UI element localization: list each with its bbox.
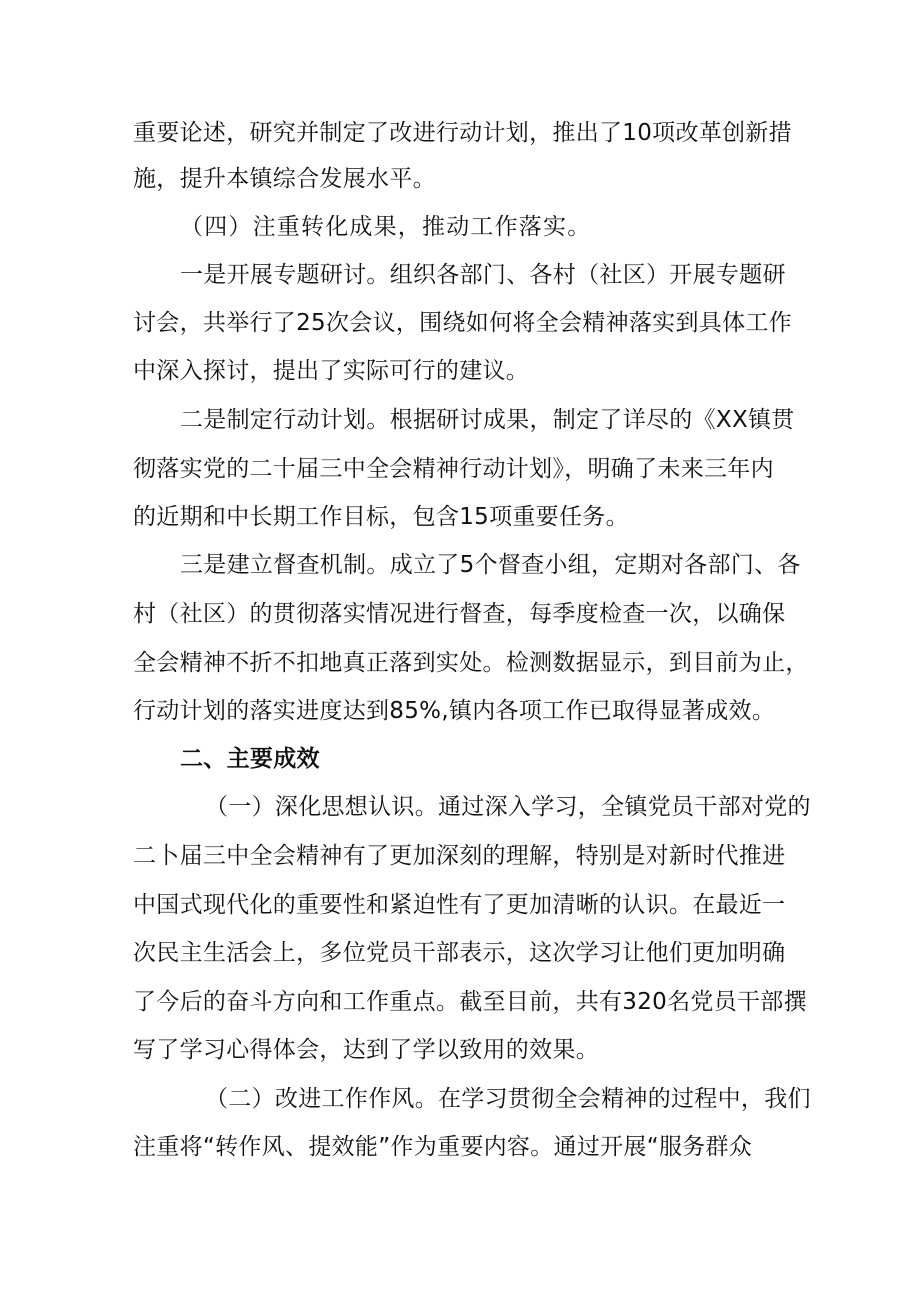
text-line: 全会精神不折不扣地真正落到实处。检测数据显示，到目前为止， <box>133 650 809 676</box>
text-line: 村（社区）的贯彻落实情况进行督查，每季度检查一次，以确保 <box>133 601 786 627</box>
text-line: 注重将“转作风、提效能”作为重要内容。通过开展“服务群众 <box>133 1134 753 1160</box>
text-line: 中国式现代化的重要性和紧迫性有了更加清晰的认识。在最近一 <box>133 892 786 918</box>
text-line: 讨会，共举行了25次会议，围绕如何将全会精神落实到具体工作 <box>133 310 792 336</box>
text-line: 一是开展专题研讨。组织各部门、各村（社区）开展专题研 <box>180 262 786 288</box>
text-line: 彻落实党的二十届三中全会精神行动计划》，明确了未来三年内 <box>133 456 774 482</box>
text-line: 施，提升本镇综合发展水平。 <box>133 166 436 192</box>
text-line: 了今后的奋斗方向和工作重点。截至目前，共有320名党员干部撰 <box>133 989 807 1015</box>
text-line: 中深入探讨，提出了实际可行的建议。 <box>133 358 530 384</box>
text-line: 写了学习心得体会，达到了学以致用的效果。 <box>133 1037 599 1063</box>
text-line: 重要论述，研究并制定了改进行动计划，推出了10项改革创新措 <box>133 120 792 146</box>
text-line: 二是制定行动计划。根据研讨成果，制定了详尽的《XX镇贯 <box>180 407 795 433</box>
text-line: 次民主生活会上，多位党员干部表示，这次学习让他们更加明确 <box>133 940 786 966</box>
text-line: 行动计划的落实进度达到85%,镇内各项工作已取得显著成效。 <box>133 698 776 724</box>
text-line: 三是建立督查机制。成立了5个督查小组，定期对各部门、各 <box>180 552 801 578</box>
text-line: （二）改进工作作风。在学习贯彻全会精神的过程中，我们 <box>205 1086 811 1112</box>
text-line: 二卜届三中全会精神有了更加深刻的理解，特别是对新时代推进 <box>133 843 786 869</box>
text-line: （一）深化思想认识。通过深入学习，全镇党员干部对党的 <box>205 794 811 820</box>
section-subheading: （四）注重转化成果，推动工作落实。 <box>180 214 592 240</box>
section-heading: 二、主要成效 <box>180 746 320 772</box>
text-line: 的近期和中长期工作目标，包含15项重要任务。 <box>133 504 629 530</box>
